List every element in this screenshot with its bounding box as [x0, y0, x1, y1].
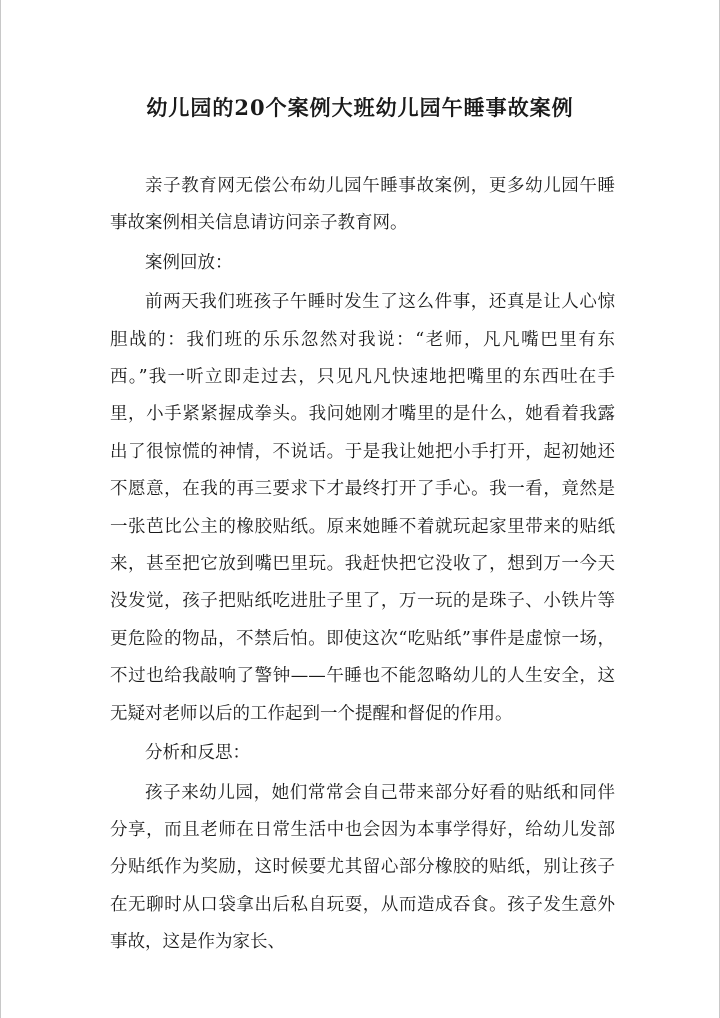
- paragraph-heading-case-review: 案例回放：: [145, 252, 233, 273]
- paragraph-intro: 亲子教育网无偿公布幼儿园午睡事故案例，更多幼儿园午睡事故案例相关信息请访问亲子教育网。: [110, 176, 615, 234]
- document-body: [110, 168, 615, 964]
- document-title: 幼儿园的20个案例大班幼儿园午睡事故案例: [146, 95, 574, 120]
- paragraph-heading-analysis: 分析和反思：: [145, 743, 250, 764]
- paragraph-case-story: 前两天我们班孩子午睡时发生了这么件事，还真是让人心惊胆战的：我们班的乐乐忽然对我说：“老师，凡凡嘴巴里有东西。”我一听立即走过去，只见凡凡快速地把嘴里的东西吐在手里，小手紧紧握成拳头。我问她刚才嘴里的是什么，她看着我露出了很惊慌的神情，不说话。于是我让她把小手打开，起初她还不愿意，在我的再三要求下才最终打开了手心。我一看，竟然是一张芭比公主的橡胶贴纸。原来她睡不着就玩起家里带来的贴纸来，甚至把它放到嘴巴里玩。我赶快把它没收了，想到万一今天没发觉，孩子把贴纸吃进肚子里了，万一玩的是珠子、小铁片等更危险的物品，不禁后怕。即使这次“吃贴纸”事件是虚惊一场，不过也给我敲响了警钟——午睡也不能忽略幼儿的人生安全，这无疑对老师以后的工作起到一个提醒和督促的作用。: [110, 292, 615, 724]
- paragraph-analysis: 孩子来幼儿园，她们常常会自己带来部分好看的贴纸和同伴分享，而且老师在日常生活中也会因为本事学得好，给幼儿发部分贴纸作为奖励，这时候要尤其留心部分橡胶的贴纸，别让孩子在无聊时从口袋拿出后私自玩耍，从而造成吞食。孩子发生意外事故，这是作为家长、: [110, 782, 615, 953]
